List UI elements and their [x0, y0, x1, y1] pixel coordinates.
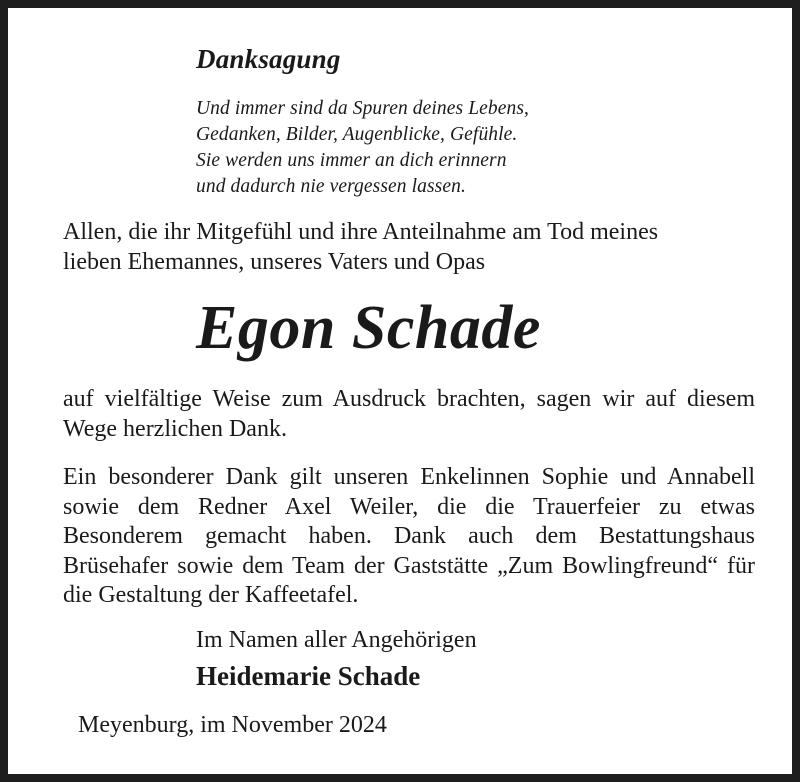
thanks-paragraph: auf vielfältige Weise zum Ausdruck brachten, sagen wir auf diesem Wege herzlichen Dank.	[63, 386, 755, 442]
poem-line: Gedanken, Bilder, Augenblicke, Gefühle.	[196, 124, 518, 145]
special-thanks-paragraph: Ein besonderer Dank gilt unseren Enkelinnen Sophie und Annabell sowie dem Redner Axel Weiler, die die Trauerfeier zu etwas Besonderem gemacht haben. Dank auch dem Bestattungshaus Brüsehafer sowie dem Team der Gaststätte „Zum Bowlingfreund“ für die Gestaltung der Kaffeetafel.	[63, 464, 755, 608]
deceased-name: Egon Schade	[196, 294, 541, 362]
signoff-line: Im Namen aller Angehörigen	[196, 627, 477, 653]
place-date: Meyenburg, im November 2024	[78, 712, 387, 738]
poem-line: Und immer sind da Spuren deines Lebens,	[196, 98, 530, 119]
poem-line: Sie werden uns immer an dich erinnern	[196, 150, 507, 171]
notice-heading: Danksagung	[196, 44, 341, 74]
intro-line: Allen, die ihr Mitgefühl und ihre Anteilnahme am Tod meines	[63, 219, 659, 245]
poem-line: und dadurch nie vergessen lassen.	[196, 176, 466, 197]
intro-text	[63, 218, 755, 277]
poem-block	[196, 96, 529, 200]
intro-line: lieben Ehemannes, unseres Vaters und Opas	[63, 248, 486, 275]
signer-name: Heidemarie Schade	[196, 661, 421, 691]
